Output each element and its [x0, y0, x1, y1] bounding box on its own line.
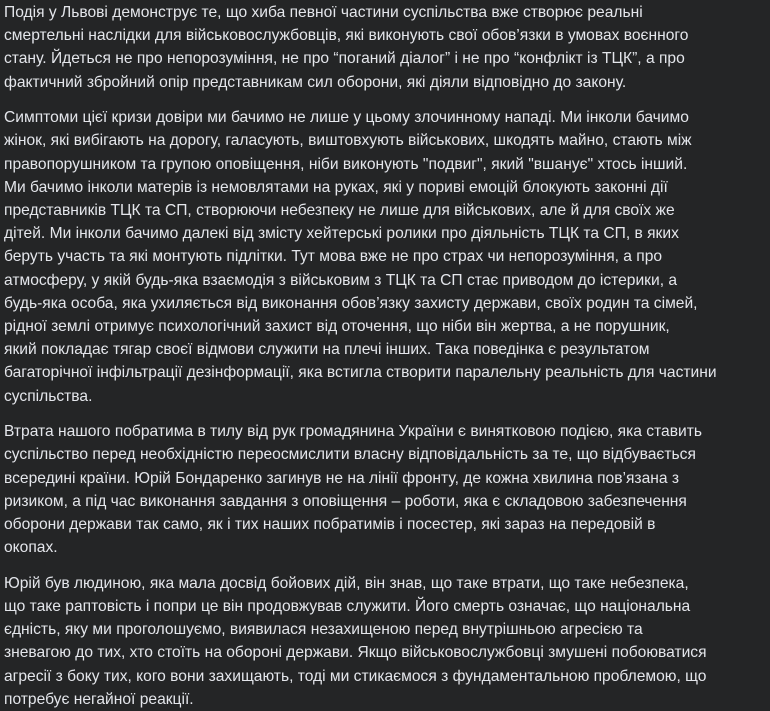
post-body [4, 0, 766, 711]
post-paragraph-1: Подія у Львові демонструє те, що хиба певної частини суспільства вже створює реальні смертельні наслідки для військовослужбовців, які виконують свої обов’язки в умовах воєнного стану. Йдеться не про непорозуміння, не про “поганий діалог” і не про “конфлікт із ТЦК”, а про фактичний збройний опір представникам сил оборони, які діяли відповідно до закону. [4, 4, 689, 91]
post-paragraph-2: Симптоми цієї кризи довіри ми бачимо не лише у цьому злочинному нападі. Ми інколи бачимо жінок, які вибігають на дорогу, галасують, виштовхують військових, шкодять майно, стають між правопорушником та групою оповіщення, ніби виконують "подвиг", який "вшанує" хтось інший. Ми бачимо інколи матерів із немовлятами на руках, які у пориві емоцій блокують законні дії представників ТЦК та СП, створюючи небезпеку не лише для військових, але й для своїх же дітей. Ми інколи бачимо далекі від змісту хейтерські ролики про діяльність ТЦК та СП, в яких беруть участь та які монтують підлітки. Тут мова вже не про страх чи непорозуміння, а про атмосферу, у якій будь-яка взаємодія з військовим з ТЦК та СП стає приводом до істерики, а будь-яка особа, яка ухиляється від виконання обов’язку захисту держави, своїх родин та сімей, рідної землі отримує психологічний захист від оточення, що ніби він жертва, а не порушник, який покладає тягар своєї відмови служити на плечі інших. Така поведінка є результатом багаторічної інфільтрації дезінформації, яка встигла створити паралельну реальність для частини суспільства. [4, 109, 717, 405]
post-paragraph-4: Юрій був людиною, яка мала досвід бойових дій, він знав, що таке втрати, що таке небезпека, що таке раптовість і попри це він продовжував служити. Його смерть означає, що національна єдність, яку ми проголошуємо, виявилася незахищеною перед внутрішньою агресією та зневагою до тих, хто стоїть на обороні держави. Якщо військовослужбовці змушені побоюватися агресії з боку тих, кого вони захищають, тоді ми стикаємося з фундаментальною проблемою, що потребує негайної реакції. [4, 574, 707, 708]
post-paragraph-3: Втрата нашого побратима в тилу від рук громадянина України є винятковою подією, яка ставить суспільство перед необхідністю переосмислити власну відповідальність за те, що відбувається всередині країни. Юрій Бондаренко загинув не на лінії фронту, де кожна хвилина пов’язана з ризиком, а під час виконання завдання з оповіщення – роботи, яка є складовою забезпечення оборони держави так само, як і тих наших побратимів і посестер, які зараз на передовій в окопах. [4, 423, 702, 557]
